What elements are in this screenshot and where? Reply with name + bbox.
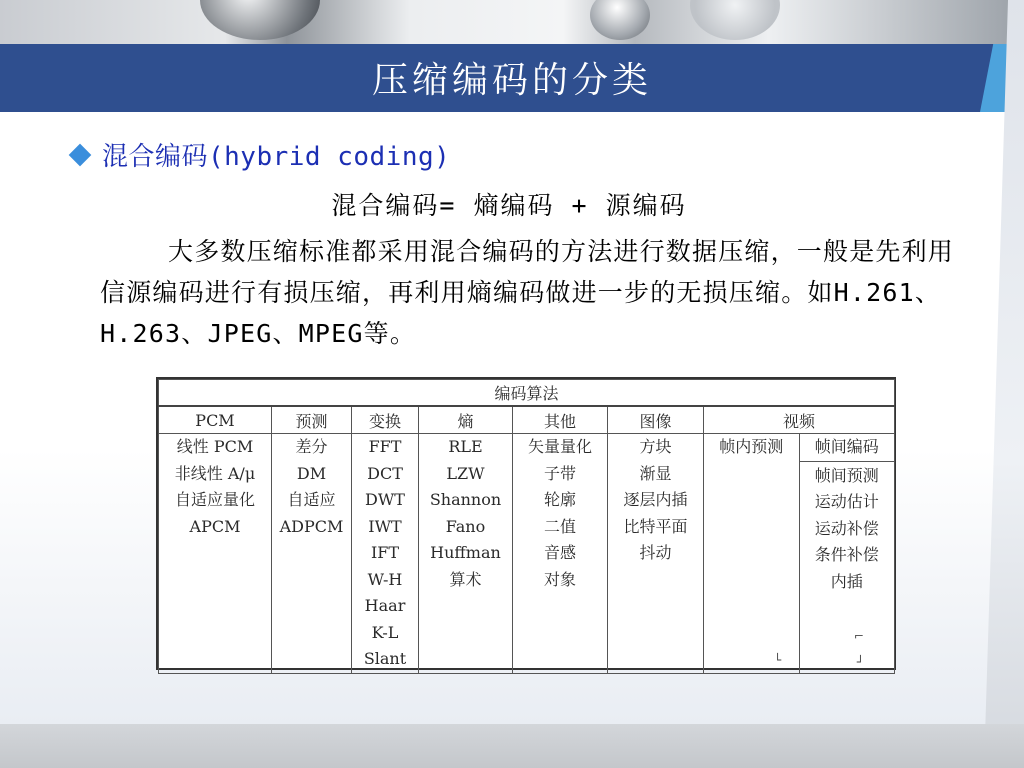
column-cell (159, 434, 272, 674)
column-list (513, 434, 607, 593)
page-title: 压缩编码的分类 (371, 60, 652, 101)
table-cell-item: DCT (367, 463, 403, 483)
table-cell-item: 自适应量化 (174, 490, 255, 509)
table-cell-item: 抖动 (639, 543, 672, 562)
column-list (419, 434, 512, 593)
column-cell (272, 434, 352, 674)
column-cell (513, 434, 608, 674)
table-cell-item: Slant (363, 649, 407, 668)
table-cell-item: 运动补偿 (814, 518, 879, 538)
inter-column (799, 434, 895, 673)
table-cell-item: Fano (445, 516, 486, 536)
table-cell-item: 算术 (449, 569, 482, 589)
column-header: 变换 (352, 406, 419, 434)
column-list (272, 434, 351, 540)
video-cell (704, 434, 895, 674)
table-cell-item: Haar (364, 596, 406, 615)
table-cell-item: 矢量量化 (527, 437, 592, 456)
table-cell-item: 差分 (295, 437, 328, 456)
table-cell-item: DM (296, 463, 327, 483)
table-cell-item: 二值 (543, 516, 576, 536)
column-header: PCM (159, 406, 272, 434)
column-cell (608, 434, 704, 674)
column-cell (352, 434, 419, 674)
column-header: 图像 (608, 406, 704, 434)
column-header: 熵 (419, 406, 513, 434)
table-cell-item: 对象 (543, 569, 576, 589)
column-header: 预测 (272, 406, 352, 434)
decorative-blob (200, 0, 320, 40)
table-cell-item: ADPCM (279, 516, 344, 536)
table-cell-item: Huffman (430, 543, 501, 562)
table-cell-item: FFT (368, 437, 402, 456)
table-cell-item: 音感 (543, 543, 576, 562)
coding-algorithm-table (156, 377, 896, 670)
bottom-bar (0, 724, 1024, 768)
table-cell-item: DWT (365, 490, 405, 509)
column-header: 其他 (513, 406, 608, 434)
intra-label: 帧内预测 (719, 437, 784, 456)
codec-table (158, 379, 895, 674)
table-title: 编码算法 (159, 380, 895, 407)
column-cell (419, 434, 513, 674)
table-cell-item: APCM (189, 516, 241, 536)
scan-artifact: ⌐ (853, 628, 865, 643)
table-cell-item: 运动估计 (814, 492, 879, 511)
table-cell-item: 比特平面 (623, 516, 688, 536)
intra-column (704, 434, 799, 673)
bullet-heading-text: 混合编码(hybrid coding) (102, 142, 451, 172)
table-cell-item: 方块 (639, 437, 672, 456)
table-cell-item: W-H (367, 569, 403, 589)
table-cell-item: 子带 (543, 463, 576, 483)
table-cell-item: 非线性 A/μ (174, 463, 256, 483)
table-cell-item: 自适应 (287, 490, 336, 509)
scan-artifact: ┘ (856, 654, 865, 669)
video-subcolumns (704, 434, 894, 673)
table-cell-item: Shannon (429, 490, 502, 509)
table-cell-item: 轮廓 (543, 490, 576, 509)
inter-label: 帧间编码 (800, 434, 895, 462)
table-cell-item: 线性 PCM (176, 437, 254, 456)
column-header-video: 视频 (704, 406, 895, 434)
body-paragraph: 大多数压缩标准都采用混合编码的方法进行数据压缩，一般是先利用信源编码进行有损压缩，再利用熵编码做进一步的无损压缩。如H.261、H.263、JPEG、MPEG等。 (100, 237, 955, 348)
column-list (608, 434, 703, 567)
table-cell-item: RLE (448, 437, 483, 456)
decorative-blob (590, 0, 650, 40)
table-cell-item: 条件补偿 (814, 545, 879, 564)
top-banner-image (0, 0, 1024, 48)
diamond-icon (69, 143, 92, 166)
inter-list (800, 462, 895, 596)
table-cell-item: 内插 (830, 571, 863, 591)
bullet-heading (70, 136, 450, 173)
table-cell-item: 逐层内插 (623, 490, 688, 509)
table-cell-item: IFT (370, 543, 400, 562)
decorative-blob (690, 0, 780, 40)
column-list (352, 434, 418, 673)
column-list (159, 434, 271, 540)
table-cell-item: 渐显 (639, 463, 672, 483)
table-cell-item: 帧间预测 (814, 465, 879, 485)
table-cell-item: IWT (368, 516, 402, 536)
table-cell-item: K-L (371, 622, 399, 642)
table-cell-item: LZW (446, 463, 485, 483)
scan-artifact: └ (774, 652, 782, 667)
formula-line: 混合编码= 熵编码 + 源编码 (331, 191, 687, 220)
